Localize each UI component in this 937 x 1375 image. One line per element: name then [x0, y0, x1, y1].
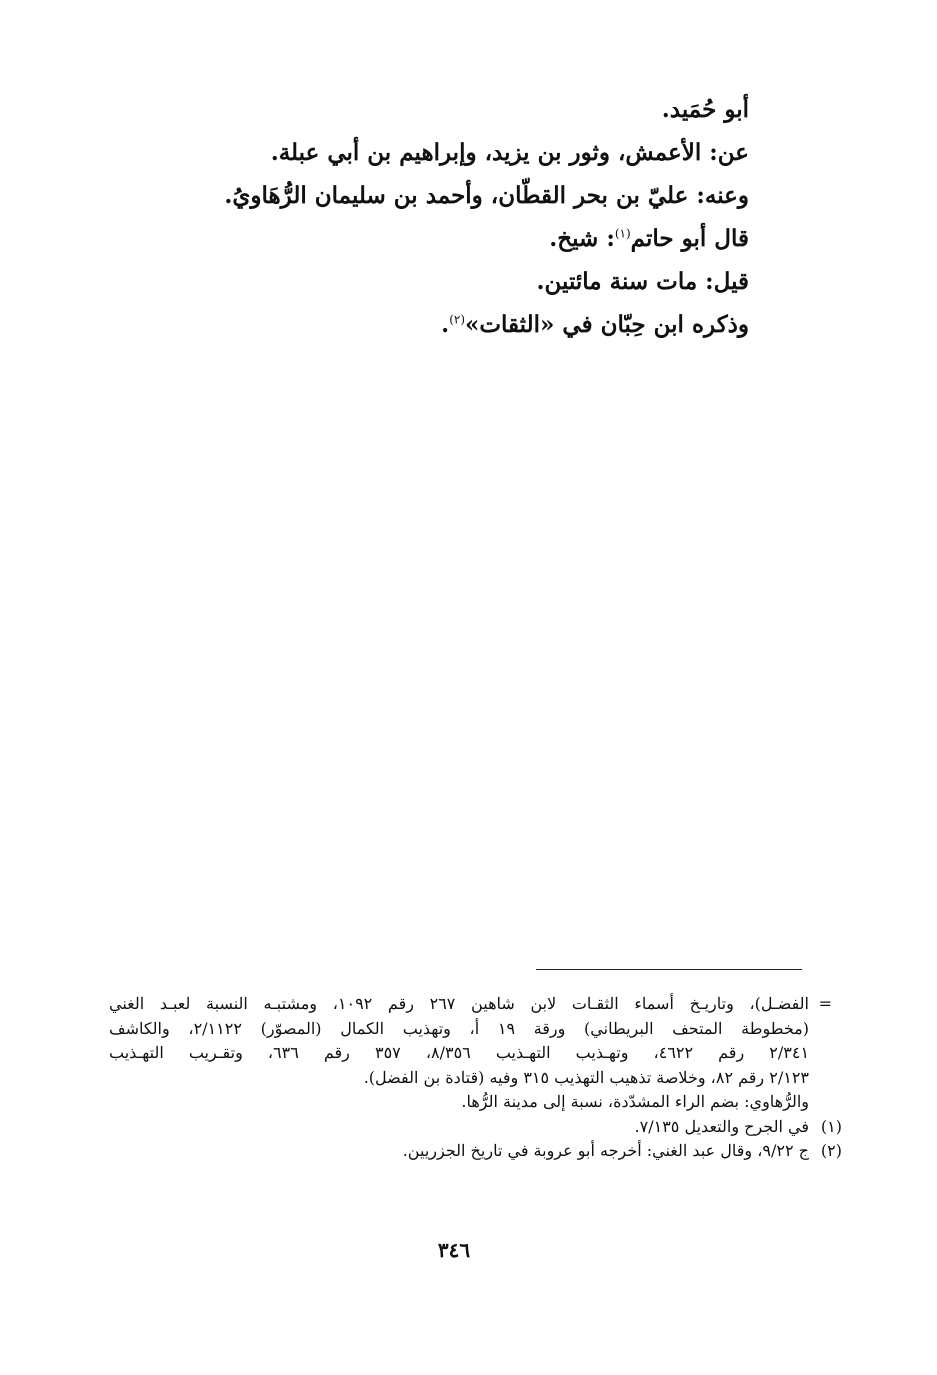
- main-line: أبو حُمَيد.: [661, 96, 749, 123]
- footnote-item: [109, 1115, 842, 1140]
- footnote-line: ٢/٣٤١ رقم ٤٦٢٢، وتهـذيب التهـذيب ٨/٣٥٦، ٣٥٧ رقم ٦٣٦، وتقـريب التهـذيب: [109, 1043, 810, 1062]
- continued-footnote: [109, 992, 832, 1115]
- footnote-line: ٢/١٢٣ رقم ٨٢، وخلاصة تذهيب التهذيب ٣١٥ وفيه (قتادة بن الفضل).: [363, 1067, 809, 1087]
- footnote-number: (٢): [820, 1141, 842, 1160]
- footnote-separator: [536, 969, 802, 970]
- footnote-text: ج ٩/٢٢، وقال عبد الغني: أخرجه أبو عروبة في تاريخ الجزريين.: [402, 1141, 809, 1160]
- footnote-line: الفضـل)، وتاريـخ أسماء الثقـات لابن شاهين ٢٦٧ رقم ١٠٩٢، ومشتبـه النسبة لعبـد الغني: [109, 994, 809, 1013]
- main-line-text: .: [441, 311, 450, 338]
- main-line: قيل: مات سنة مائتين.: [536, 268, 749, 295]
- main-line: عن: الأعمش، وثور بن يزيد، وإبراهيم بن أبي عبلة.: [270, 139, 749, 166]
- main-line-text: قال أبو حاتم: [630, 225, 749, 252]
- footnote-number: (١): [820, 1116, 842, 1136]
- main-line: [129, 303, 749, 346]
- continuation-marker: =: [818, 994, 832, 1013]
- footnote-text: في الجرح والتعديل ٧/١٣٥.: [634, 1116, 809, 1136]
- main-line: وعنه: عليّ بن بحر القطّان، وأحمد بن سليمان الرُّهَاويُ.: [224, 182, 749, 209]
- footnote-ref: (٢): [449, 312, 466, 327]
- main-line-text: وذكره ابن حِبّان في «الثقات»: [465, 311, 749, 338]
- footnote-item: [109, 1139, 842, 1164]
- footnote-ref: (١): [614, 226, 631, 241]
- main-line-text: : شيخ.: [549, 225, 615, 252]
- footnotes: [109, 992, 842, 1164]
- footnote-line: (مخطوطة المتحف البريطاني) ورقة ١٩ أ، وتهذيب الكمال (المصوّر) ٢/١١٢٢، والكاشف: [109, 1018, 809, 1038]
- footnote-line: والرُّهاوي: بضم الراء المشدّدة، نسبة إلى مدينة الرُّها.: [461, 1092, 809, 1111]
- page-number: ٣٤٦: [437, 1238, 471, 1262]
- main-line: [129, 217, 749, 260]
- main-text: [129, 88, 749, 346]
